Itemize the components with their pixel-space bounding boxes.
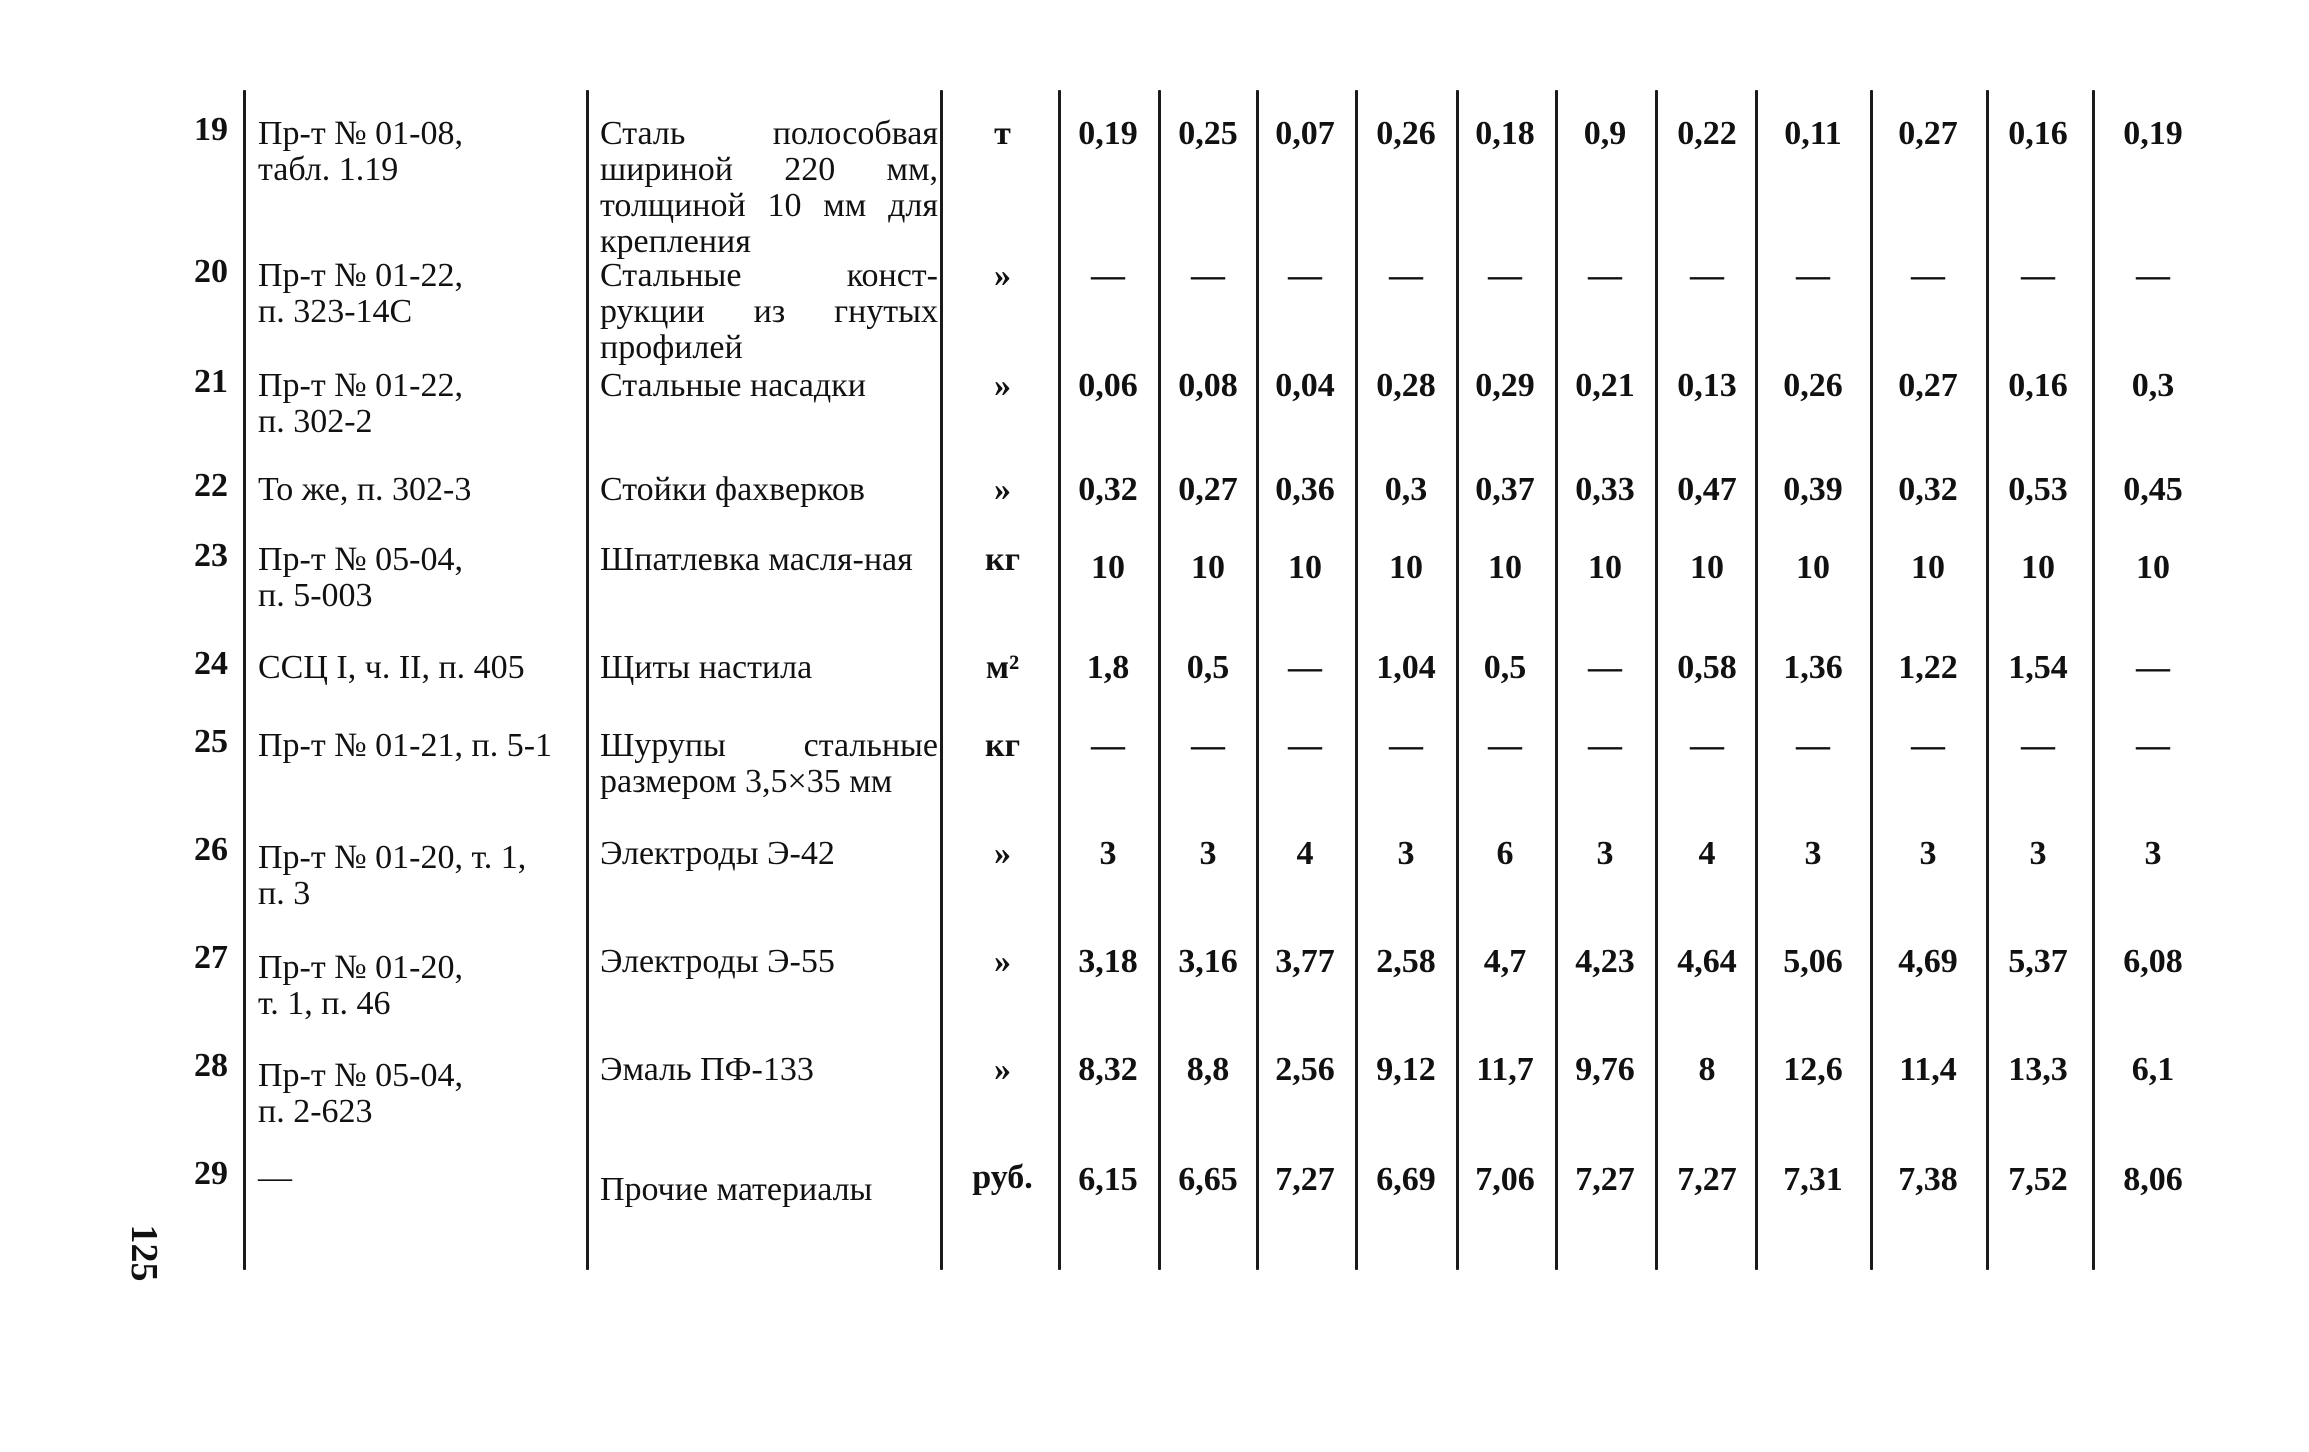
value-cell: 0,45 xyxy=(2123,471,2183,508)
value-cell: 10 xyxy=(1911,549,1945,586)
material-name: Электроды Э-42 xyxy=(600,835,835,872)
unit-of-measure: » xyxy=(994,1051,1011,1088)
value-cell: 9,12 xyxy=(1376,1051,1436,1088)
value-cell: 0,27 xyxy=(1898,367,1958,404)
source-reference: Пр-т № 01-22, п. 302-2 xyxy=(258,367,463,440)
value-cell: 1,36 xyxy=(1783,649,1843,686)
value-cell: 0,11 xyxy=(1784,115,1842,152)
value-cell: 10 xyxy=(1191,549,1225,586)
value-cell: — xyxy=(1911,257,1945,294)
value-cell: — xyxy=(1690,257,1724,294)
row-number: 29 xyxy=(194,1155,228,1192)
value-cell: — xyxy=(1191,727,1225,764)
value-cell: 8,32 xyxy=(1078,1051,1138,1088)
value-cell: 0,32 xyxy=(1078,471,1138,508)
value-cell: — xyxy=(2021,727,2055,764)
value-cell: 11,4 xyxy=(1899,1051,1957,1088)
value-cell: 0,29 xyxy=(1475,367,1535,404)
value-cell: 4,69 xyxy=(1898,943,1958,980)
value-cell: 0,58 xyxy=(1677,649,1737,686)
value-cell: 0,36 xyxy=(1275,471,1335,508)
value-cell: 10 xyxy=(1389,549,1423,586)
value-cell: 1,54 xyxy=(2008,649,2068,686)
value-cell: 6 xyxy=(1496,835,1514,872)
value-cell: 8,06 xyxy=(2123,1161,2183,1198)
material-name: Электроды Э-55 xyxy=(600,943,835,980)
unit-of-measure: » xyxy=(994,835,1011,872)
value-cell: 0,9 xyxy=(1583,115,1627,152)
value-cell: 2,56 xyxy=(1275,1051,1335,1088)
value-cell: 0,04 xyxy=(1275,367,1335,404)
value-cell: 3 xyxy=(2144,835,2162,872)
value-cell: 2,58 xyxy=(1376,943,1436,980)
value-cell: 7,27 xyxy=(1575,1161,1635,1198)
source-reference: Пр-т № 01-21, п. 5-1 xyxy=(258,727,553,764)
value-cell: 3 xyxy=(1804,835,1822,872)
value-cell: — xyxy=(1588,257,1622,294)
unit-of-measure: кг xyxy=(984,727,1021,764)
value-cell: — xyxy=(1911,727,1945,764)
source-reference: ССЦ I, ч. II, п. 405 xyxy=(258,649,525,686)
value-cell: 11,7 xyxy=(1476,1051,1534,1088)
unit-of-measure: » xyxy=(994,257,1011,294)
value-cell: 0,25 xyxy=(1178,115,1238,152)
unit-of-measure: руб. xyxy=(972,1159,1033,1196)
material-name: Шурупы стальные размером 3,5×35 мм xyxy=(600,727,938,800)
source-reference: То же, п. 302-3 xyxy=(258,471,472,508)
value-cell: 0,3 xyxy=(1384,471,1428,508)
source-reference: Пр-т № 05-04, п. 2-623 xyxy=(258,1057,463,1130)
source-reference: Пр-т № 05-04, п. 5-003 xyxy=(258,541,463,614)
value-cell: 6,1 xyxy=(2131,1051,2175,1088)
value-cell: 12,6 xyxy=(1783,1051,1843,1088)
value-cell: 0,19 xyxy=(2123,115,2183,152)
value-cell: 3,16 xyxy=(1178,943,1238,980)
value-cell: — xyxy=(2136,649,2170,686)
value-cell: 0,16 xyxy=(2008,367,2068,404)
column-rule xyxy=(1870,90,1873,1270)
value-cell: — xyxy=(1288,727,1322,764)
row-number: 26 xyxy=(194,831,228,868)
value-cell: 0,27 xyxy=(1178,471,1238,508)
page-number: 125 xyxy=(123,1224,165,1282)
value-cell: 8,8 xyxy=(1186,1051,1230,1088)
value-cell: 10 xyxy=(1488,549,1522,586)
value-cell: — xyxy=(1690,727,1724,764)
value-cell: 6,65 xyxy=(1178,1161,1238,1198)
value-cell: 0,33 xyxy=(1575,471,1635,508)
unit-of-measure: кг xyxy=(984,541,1021,578)
value-cell: 0,37 xyxy=(1475,471,1535,508)
value-cell: 6,08 xyxy=(2123,943,2183,980)
row-number: 25 xyxy=(194,723,228,760)
value-cell: 0,3 xyxy=(2131,367,2175,404)
unit-of-measure: » xyxy=(994,471,1011,508)
value-cell: — xyxy=(1796,727,1830,764)
value-cell: 3 xyxy=(1919,835,1937,872)
unit-of-measure: » xyxy=(994,367,1011,404)
material-name: Сталь полособвая шириной 220 мм, толщиной 10 мм для крепления xyxy=(600,115,938,260)
source-reference: — xyxy=(258,1159,292,1196)
value-cell: 7,38 xyxy=(1898,1161,1958,1198)
source-reference: Пр-т № 01-20, т. 1, п. 46 xyxy=(258,949,463,1022)
value-cell: 0,22 xyxy=(1677,115,1737,152)
value-cell: — xyxy=(1796,257,1830,294)
value-cell: — xyxy=(1191,257,1225,294)
value-cell: 7,31 xyxy=(1783,1161,1843,1198)
source-reference: Пр-т № 01-22, п. 323-14С xyxy=(258,257,463,330)
value-cell: 13,3 xyxy=(2008,1051,2068,1088)
value-cell: 3 xyxy=(2029,835,2047,872)
value-cell: — xyxy=(2136,257,2170,294)
value-cell: 0,06 xyxy=(1078,367,1138,404)
value-cell: 0,53 xyxy=(2008,471,2068,508)
value-cell: 7,27 xyxy=(1677,1161,1737,1198)
column-rule xyxy=(2092,90,2095,1270)
value-cell: — xyxy=(1588,727,1622,764)
value-cell: 0,16 xyxy=(2008,115,2068,152)
row-number: 23 xyxy=(194,537,228,574)
value-cell: 1,04 xyxy=(1376,649,1436,686)
value-cell: 3 xyxy=(1397,835,1415,872)
value-cell: — xyxy=(1389,257,1423,294)
material-name: Щиты настила xyxy=(600,649,813,686)
value-cell: 3 xyxy=(1099,835,1117,872)
value-cell: — xyxy=(1288,649,1322,686)
value-cell: — xyxy=(2021,257,2055,294)
value-cell: 10 xyxy=(2136,549,2170,586)
value-cell: 4 xyxy=(1698,835,1716,872)
value-cell: 6,69 xyxy=(1376,1161,1436,1198)
value-cell: 3 xyxy=(1596,835,1614,872)
value-cell: 10 xyxy=(1091,549,1125,586)
value-cell: 5,37 xyxy=(2008,943,2068,980)
unit-of-measure: т xyxy=(994,115,1011,152)
value-cell: 0,27 xyxy=(1898,115,1958,152)
material-name: Шпатлевка масля-ная xyxy=(600,541,913,578)
row-number: 22 xyxy=(194,467,228,504)
value-cell: 10 xyxy=(1796,549,1830,586)
value-cell: — xyxy=(1288,257,1322,294)
value-cell: — xyxy=(1488,257,1522,294)
value-cell: — xyxy=(1091,727,1125,764)
value-cell: 0,08 xyxy=(1178,367,1238,404)
material-name: Прочие материалы xyxy=(600,1171,873,1208)
value-cell: 0,5 xyxy=(1186,649,1230,686)
value-cell: 0,26 xyxy=(1783,367,1843,404)
value-cell: 10 xyxy=(2021,549,2055,586)
source-reference: Пр-т № 01-20, т. 1, п. 3 xyxy=(258,839,527,912)
row-number: 19 xyxy=(194,111,228,148)
value-cell: 4,23 xyxy=(1575,943,1635,980)
value-cell: 0,32 xyxy=(1898,471,1958,508)
value-cell: 7,52 xyxy=(2008,1161,2068,1198)
row-number: 20 xyxy=(194,253,228,290)
row-number: 24 xyxy=(194,645,228,682)
value-cell: 8 xyxy=(1698,1051,1716,1088)
value-cell: 4 xyxy=(1296,835,1314,872)
source-reference: Пр-т № 01-08, табл. 1.19 xyxy=(258,115,463,188)
row-number: 28 xyxy=(194,1047,228,1084)
value-cell: — xyxy=(1588,649,1622,686)
material-name: Стальные конст-рукции из гнутых профилей xyxy=(600,257,938,366)
row-number: 27 xyxy=(194,939,228,976)
value-cell: 4,64 xyxy=(1677,943,1737,980)
value-cell: 1,8 xyxy=(1086,649,1130,686)
column-rule xyxy=(940,90,943,1270)
material-name: Эмаль ПФ-133 xyxy=(600,1051,814,1088)
value-cell: 0,5 xyxy=(1483,649,1527,686)
row-number: 21 xyxy=(194,363,228,400)
column-rule xyxy=(243,90,246,1270)
value-cell: — xyxy=(1488,727,1522,764)
unit-of-measure: » xyxy=(994,943,1011,980)
value-cell: 7,27 xyxy=(1275,1161,1335,1198)
unit-of-measure: м² xyxy=(985,649,1020,686)
material-name: Стойки фахверков xyxy=(600,471,865,508)
value-cell: — xyxy=(1389,727,1423,764)
value-cell: 6,15 xyxy=(1078,1161,1138,1198)
value-cell: 10 xyxy=(1588,549,1622,586)
value-cell: 10 xyxy=(1690,549,1724,586)
value-cell: 0,39 xyxy=(1783,471,1843,508)
value-cell: 9,76 xyxy=(1575,1051,1635,1088)
value-cell: 0,21 xyxy=(1575,367,1635,404)
value-cell: 0,28 xyxy=(1376,367,1436,404)
value-cell: 3,77 xyxy=(1275,943,1335,980)
value-cell: 3,18 xyxy=(1078,943,1138,980)
value-cell: 0,26 xyxy=(1376,115,1436,152)
value-cell: 5,06 xyxy=(1783,943,1843,980)
value-cell: 0,13 xyxy=(1677,367,1737,404)
value-cell: 10 xyxy=(1288,549,1322,586)
material-name: Стальные насадки xyxy=(600,367,866,404)
value-cell: 4,7 xyxy=(1483,943,1527,980)
value-cell: 0,19 xyxy=(1078,115,1138,152)
value-cell: — xyxy=(2136,727,2170,764)
value-cell: 0,07 xyxy=(1275,115,1335,152)
value-cell: 1,22 xyxy=(1898,649,1958,686)
value-cell: 3 xyxy=(1199,835,1217,872)
value-cell: — xyxy=(1091,257,1125,294)
value-cell: 0,47 xyxy=(1677,471,1737,508)
value-cell: 0,18 xyxy=(1475,115,1535,152)
value-cell: 7,06 xyxy=(1475,1161,1535,1198)
